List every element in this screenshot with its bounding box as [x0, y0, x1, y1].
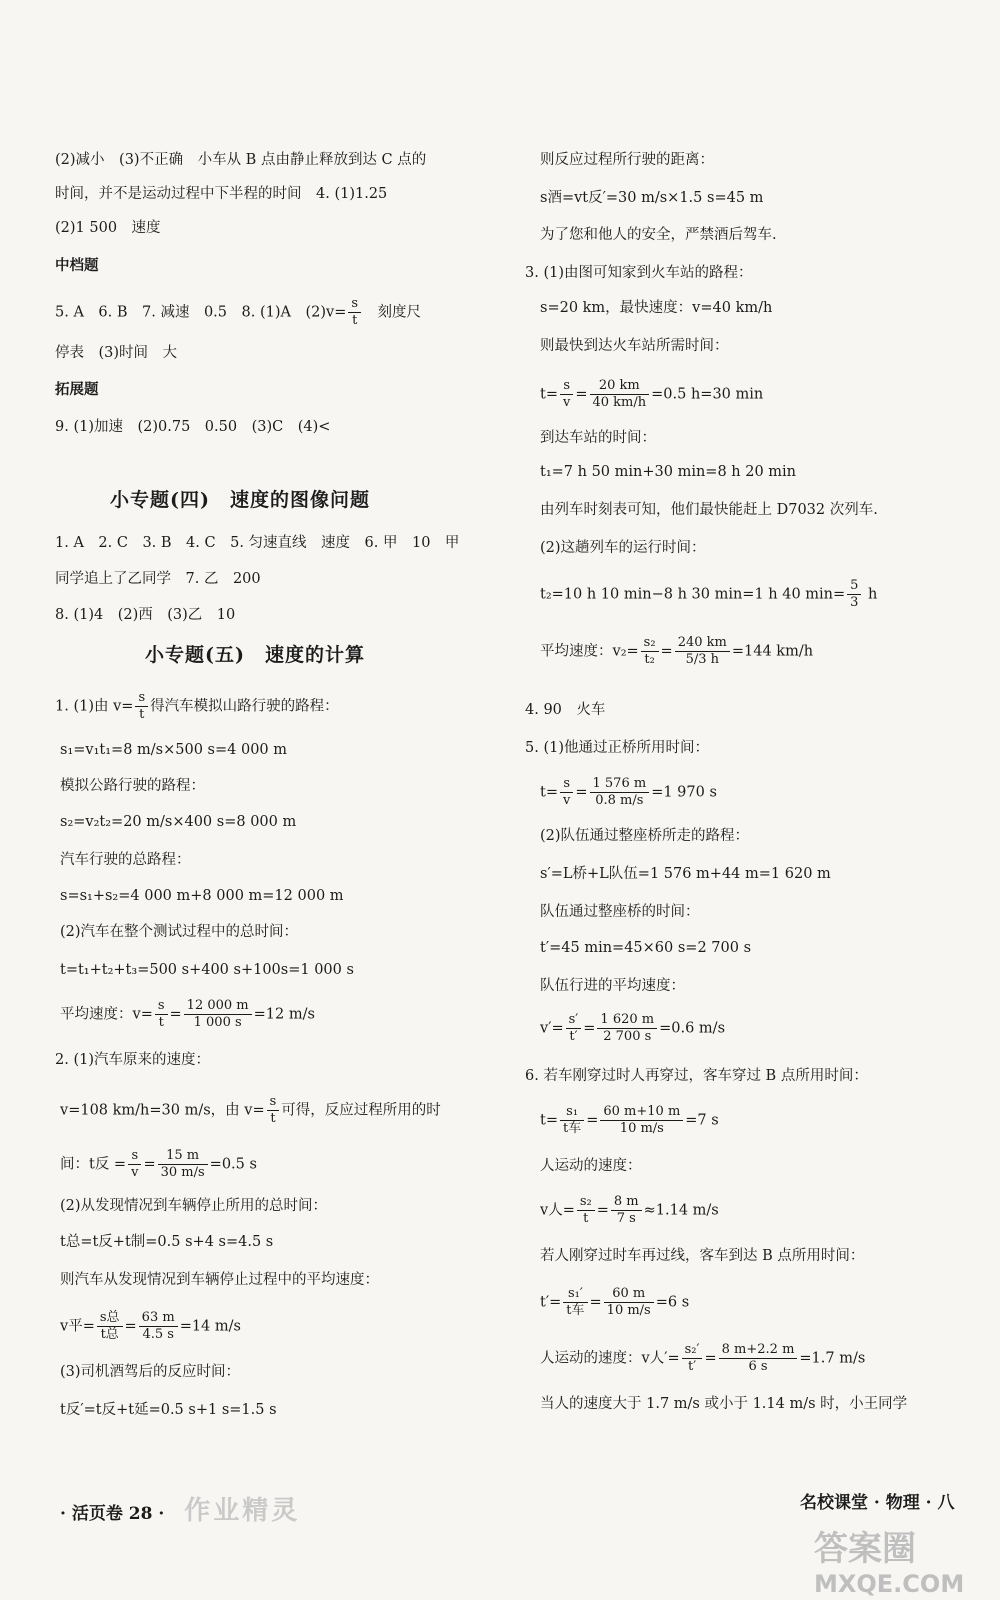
- numerator: s: [128, 1148, 141, 1165]
- denominator: v: [131, 1165, 139, 1180]
- answer-line: [55, 690, 339, 723]
- text: t′=: [540, 1294, 562, 1311]
- answer-line: 停表 (3)时间 大: [55, 345, 178, 361]
- answer-line: 当人的速度大于 1.7 m/s 或小于 1.14 m/s 时，小王同学: [540, 1396, 908, 1412]
- formula-line: [60, 1310, 241, 1343]
- fraction: [97, 1310, 123, 1343]
- page-number-label: · 活页卷 28 ·: [60, 1504, 165, 1524]
- text: =: [575, 386, 588, 403]
- fraction: [184, 998, 252, 1031]
- text: =: [596, 1202, 609, 1219]
- formula-line: [540, 635, 813, 668]
- section-title-4: 小专题(四) 速度的图像问题: [110, 489, 370, 511]
- denominator: 3: [850, 595, 859, 610]
- answer-line: (3)司机酒驾后的反应时间：: [60, 1364, 241, 1380]
- answer-line: 汽车行驶的总路程：: [60, 852, 191, 868]
- numerator: 1 620 m: [597, 1012, 657, 1029]
- answer-line: 9. (1)加速 (2)0.75 0.50 (3)C (4)<: [55, 419, 331, 435]
- answer-line: 5. (1)他通过正桥所用时间：: [525, 740, 709, 756]
- answer-line: 2. (1)汽车原来的速度：: [55, 1052, 210, 1068]
- numerator: 8 m: [611, 1194, 642, 1211]
- fraction: [139, 1310, 178, 1343]
- denominator: t总: [100, 1327, 119, 1342]
- numerator: 63 m: [139, 1310, 178, 1327]
- text: h: [863, 586, 878, 603]
- text: =: [586, 1112, 599, 1129]
- denominator: 10 m/s: [619, 1121, 664, 1136]
- text: v=108 km/h=30 m/s，由 v=: [60, 1102, 265, 1119]
- numerator: s: [348, 296, 361, 313]
- fraction: [590, 776, 650, 809]
- numerator: s: [267, 1094, 280, 1111]
- denominator: t: [583, 1211, 589, 1226]
- formula-line: [540, 776, 717, 809]
- watermark-bottom-text: MXQE.COM: [814, 1570, 965, 1598]
- text: 5. A 6. B 7. 减速 0.5 8. (1)A (2)v=: [55, 304, 347, 321]
- fraction: [590, 378, 650, 411]
- formula-line: [540, 1342, 865, 1375]
- numerator: 20 km: [590, 378, 650, 395]
- fraction: [560, 1104, 584, 1137]
- answer-line: 同学追上了乙同学 7. 乙 200: [55, 571, 261, 587]
- answer-line: (2)队伍通过整座桥所走的路程：: [540, 828, 750, 844]
- answer-line: 8. (1)4 (2)西 (3)乙 10: [55, 607, 236, 623]
- numerator: s₂: [641, 635, 659, 652]
- answer-line: (2)从发现情况到车辆停止所用的总时间：: [60, 1198, 328, 1214]
- answer-line: 由列车时刻表可知，他们最快能赶上 D7032 次列车.: [540, 502, 878, 518]
- section-label-mid: 中档题: [55, 257, 99, 274]
- denominator: 5/3 h: [685, 652, 719, 667]
- text: =6 s: [655, 1294, 690, 1311]
- formula-line: t反′=t反+t延=0.5 s+1 s=1.5 s: [60, 1402, 277, 1418]
- numerator: s: [135, 690, 148, 707]
- numerator: s: [560, 378, 573, 395]
- numerator: s总: [97, 1310, 123, 1327]
- formula-line: [540, 378, 763, 411]
- fraction: [577, 1194, 595, 1227]
- denominator: 40 km/h: [592, 395, 647, 410]
- text: =: [704, 1350, 717, 1367]
- text: 刻度尺: [363, 304, 422, 321]
- denominator: 7 s: [616, 1211, 636, 1226]
- fraction: [155, 998, 168, 1031]
- formula-line: t=t₁+t₂+t₃=500 s+400 s+100s=1 000 s: [60, 962, 354, 978]
- text: v人=: [540, 1202, 575, 1219]
- formula-line: s=s₁+s₂=4 000 m+8 000 m=12 000 m: [60, 888, 344, 904]
- denominator: v: [562, 395, 571, 410]
- fraction: [563, 1286, 587, 1319]
- answer-line: 3. (1)由图可知家到火车站的路程：: [525, 265, 753, 281]
- text: =: [589, 1294, 602, 1311]
- formula-line: [60, 998, 315, 1031]
- text: v′=: [540, 1020, 564, 1037]
- numerator: s₁: [560, 1104, 584, 1121]
- text: v平=: [60, 1318, 95, 1335]
- formula-line: [540, 1104, 719, 1137]
- formula-line: t₁=7 h 50 min+30 min=8 h 20 min: [540, 464, 797, 480]
- text: t=: [540, 386, 558, 403]
- fraction: [611, 1194, 642, 1227]
- denominator: 30 m/s: [160, 1165, 205, 1180]
- denominator: 10 m/s: [606, 1303, 651, 1318]
- text: =0.6 m/s: [659, 1020, 726, 1037]
- denominator: t: [270, 1111, 276, 1126]
- denominator: v: [562, 793, 571, 808]
- formula-line: t总=t反+t制=0.5 s+4 s=4.5 s: [60, 1234, 274, 1250]
- text: =0.5 s: [209, 1156, 257, 1173]
- fraction: [348, 296, 361, 329]
- section-label-ext: 拓展题: [55, 381, 99, 398]
- formula-line: [60, 1094, 441, 1127]
- fraction: [682, 1342, 703, 1375]
- denominator: 6 s: [748, 1359, 768, 1374]
- text: =: [575, 784, 588, 801]
- answer-line: 若人刚穿过时车再过线，客车到达 B 点所用时间：: [540, 1248, 865, 1264]
- text: =1 970 s: [651, 784, 717, 801]
- ghost-watermark-text: 作业精灵: [184, 1496, 301, 1526]
- text: 间：t反 =: [60, 1156, 127, 1173]
- denominator: 2 700 s: [603, 1029, 652, 1044]
- formula-line: s₁=v₁t₁=8 m/s×500 s=4 000 m: [60, 742, 288, 758]
- answer-line: [55, 296, 421, 329]
- section-title-5: 小专题(五) 速度的计算: [145, 644, 365, 666]
- page-footer-right: 名校课堂 · 物理 · 八: [800, 1493, 955, 1513]
- fraction: [600, 1104, 683, 1137]
- numerator: 60 m: [604, 1286, 654, 1303]
- text: =144 km/h: [731, 643, 814, 660]
- formula-line: t′=45 min=45×60 s=2 700 s: [540, 940, 752, 956]
- text: 可得，反应过程所用的时: [281, 1102, 441, 1119]
- text: =12 m/s: [253, 1006, 315, 1023]
- fraction: [675, 635, 730, 668]
- numerator: 60 m+10 m: [600, 1104, 683, 1121]
- answer-line: 时间，并不是运动过程中下半程的时间 4. (1)1.25: [55, 186, 388, 202]
- formula-line: [540, 1194, 719, 1227]
- watermark-top-text: 答案圈: [814, 1529, 916, 1569]
- denominator: t: [139, 707, 145, 722]
- answer-line: 到达车站的时间：: [540, 430, 656, 446]
- text: 得汽车模拟山路行驶的路程：: [150, 698, 339, 715]
- fraction: [641, 635, 659, 668]
- fraction: [128, 1148, 141, 1181]
- text: =0.5 h=30 min: [651, 386, 764, 403]
- text: =14 m/s: [179, 1318, 241, 1335]
- text: =1.7 m/s: [799, 1350, 866, 1367]
- text: =7 s: [685, 1112, 719, 1129]
- answer-line: 6. 若车刚穿过时人再穿过，客车穿过 B 点所用时间：: [525, 1068, 868, 1084]
- fraction: [597, 1012, 657, 1045]
- answer-line: 则最快到达火车站所需时间：: [540, 338, 729, 354]
- denominator: 4.5 s: [142, 1327, 174, 1342]
- formula-line: [540, 1286, 689, 1319]
- answer-line: 则反应过程所行驶的距离：: [540, 152, 714, 168]
- site-watermark-logo: [810, 1520, 980, 1598]
- formula-line: [540, 1012, 725, 1045]
- denominator: t车: [566, 1303, 585, 1318]
- numerator: 12 000 m: [184, 998, 252, 1015]
- formula-line: s₂=v₂t₂=20 m/s×400 s=8 000 m: [60, 814, 297, 830]
- numerator: 8 m+2.2 m: [719, 1342, 798, 1359]
- fraction: [135, 690, 148, 723]
- numerator: 240 km: [675, 635, 730, 652]
- answer-line: 人运动的速度：: [540, 1158, 642, 1174]
- denominator: t: [352, 313, 358, 328]
- formula-line: s酒=vt反′=30 m/s×1.5 s=45 m: [540, 190, 764, 206]
- denominator: t₂: [644, 652, 655, 667]
- answer-line: 则汽车从发现情况到车辆停止过程中的平均速度：: [60, 1272, 379, 1288]
- text: t₂=10 h 10 min−8 h 30 min=1 h 40 min=: [540, 586, 846, 603]
- fraction: [267, 1094, 280, 1127]
- fraction: [560, 378, 573, 411]
- formula-line: [60, 1148, 257, 1181]
- denominator: 1 000 s: [193, 1015, 242, 1030]
- text: =: [143, 1156, 156, 1173]
- denominator: t: [158, 1015, 164, 1030]
- fraction: [566, 1012, 582, 1045]
- answer-line: 为了您和他人的安全，严禁酒后驾车.: [540, 227, 777, 243]
- answer-line: (2)减小 (3)不正确 小车从 B 点由静止释放到达 C 点的: [55, 152, 427, 168]
- answer-line: (2)这趟列车的运行时间：: [540, 540, 706, 556]
- fraction: [158, 1148, 208, 1181]
- text: t=: [540, 1112, 558, 1129]
- answer-line: 4. 90 火车: [525, 702, 606, 718]
- numerator: s₁′: [563, 1286, 587, 1303]
- numerator: s: [560, 776, 573, 793]
- page-footer-left: [60, 1490, 300, 1527]
- numerator: 1 576 m: [590, 776, 650, 793]
- text: ≈1.14 m/s: [643, 1202, 719, 1219]
- text: =: [583, 1020, 596, 1037]
- numerator: s′: [566, 1012, 582, 1029]
- text: =: [124, 1318, 137, 1335]
- numerator: 15 m: [158, 1148, 208, 1165]
- answer-line: 1. A 2. C 3. B 4. C 5. 匀速直线 速度 6. 甲 10 甲: [55, 535, 460, 551]
- fraction: [604, 1286, 654, 1319]
- fraction: [560, 776, 573, 809]
- formula-line: [540, 578, 877, 611]
- denominator: t′: [687, 1359, 697, 1374]
- formula-line: s=20 km，最快速度：v=40 km/h: [540, 300, 773, 316]
- text: 平均速度：v=: [60, 1006, 153, 1023]
- denominator: 0.8 m/s: [595, 793, 644, 808]
- text: t=: [540, 784, 558, 801]
- answer-line: (2)1 500 速度: [55, 220, 161, 236]
- answer-line: 模拟公路行驶的路程：: [60, 778, 205, 794]
- numerator: s: [155, 998, 168, 1015]
- numerator: 5: [847, 578, 861, 595]
- answer-line: 队伍行进的平均速度：: [540, 978, 685, 994]
- numerator: s₂: [577, 1194, 595, 1211]
- denominator: t′: [569, 1029, 578, 1044]
- numerator: s₂′: [682, 1342, 703, 1359]
- text: 平均速度：v₂=: [540, 643, 639, 660]
- fraction: [847, 578, 861, 611]
- text: 1. (1)由 v=: [55, 698, 134, 715]
- text: =: [660, 643, 673, 660]
- text: 人运动的速度：v人′=: [540, 1350, 680, 1367]
- fraction: [719, 1342, 798, 1375]
- formula-line: s′=L桥+L队伍=1 576 m+44 m=1 620 m: [540, 866, 831, 882]
- text: =: [169, 1006, 182, 1023]
- denominator: t车: [562, 1121, 582, 1136]
- answer-line: (2)汽车在整个测试过程中的总时间：: [60, 924, 299, 940]
- answer-line: 队伍通过整座桥的时间：: [540, 904, 700, 920]
